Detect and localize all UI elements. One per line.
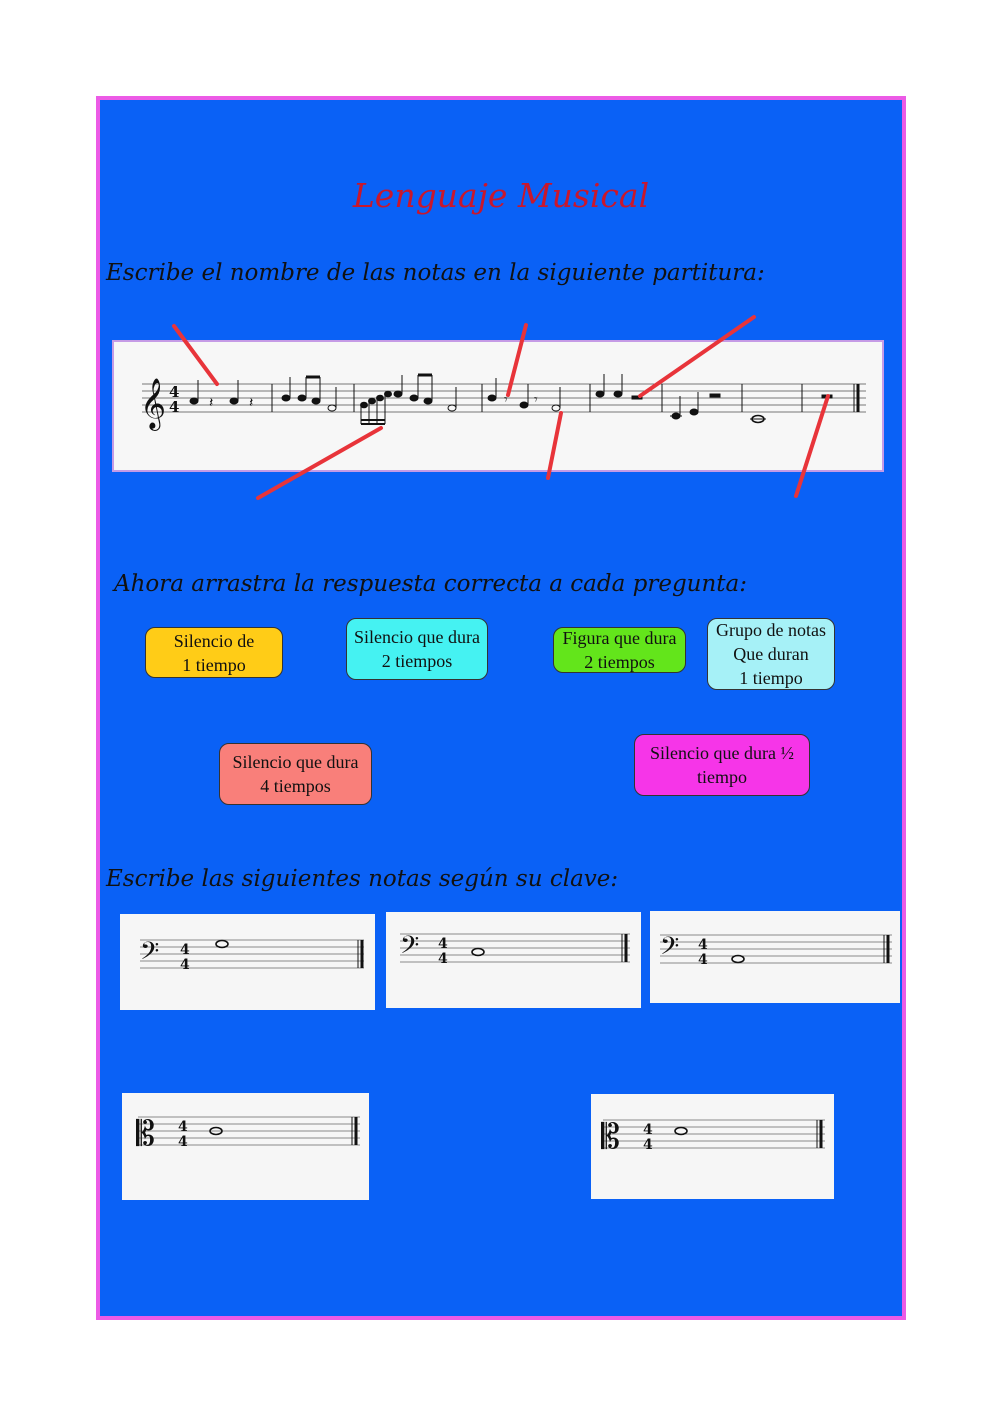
time-bottom: 4 xyxy=(178,1134,188,1150)
clef-exercise-1[interactable] xyxy=(120,914,375,1010)
answer-card-1-label: Silencio de 1 tiempo xyxy=(173,630,255,675)
clef-exercise-3[interactable] xyxy=(650,911,900,1003)
answer-card-1[interactable] xyxy=(145,627,283,678)
bass-clef-icon: 𝄢 xyxy=(140,937,160,972)
alto-clef-icon: 𝄡 xyxy=(136,1114,155,1154)
bass-staff-1 xyxy=(120,914,375,1010)
bass-clef-icon: 𝄢 xyxy=(400,931,420,966)
answer-card-2-label: Silencio que dura 2 tiempos xyxy=(354,627,480,671)
instruction-clefs: Escribe las siguientes notas según su clave: xyxy=(106,866,619,892)
svg-text:𝄾: 𝄾 xyxy=(534,392,538,408)
answer-card-4-label: Grupo de notas Que duran 1 tiempo xyxy=(716,620,826,688)
time-top: 4 xyxy=(178,1119,188,1135)
time-top: 4 xyxy=(698,937,708,953)
answer-card-4[interactable] xyxy=(707,618,835,690)
pointer-lines xyxy=(100,100,902,520)
answer-card-6-label: Silencio que dura ½ tiempo xyxy=(650,743,794,787)
time-bottom: 4 xyxy=(438,951,448,967)
answer-card-3-label: Figura que dura 2 tiempos xyxy=(562,628,677,672)
instruction-notes: Escribe el nombre de las notas en la siguiente partitura: xyxy=(106,260,765,286)
bass-staff-3 xyxy=(650,911,900,1003)
time-sig-bottom: 4 xyxy=(169,398,180,416)
whole-note xyxy=(675,1128,687,1135)
page-title: Lenguaje Musical xyxy=(352,176,650,215)
instruction-drag: Ahora arrastra la respuesta correcta a cada pregunta: xyxy=(114,571,747,597)
clef-exercise-4[interactable] xyxy=(122,1093,369,1200)
time-top: 4 xyxy=(643,1122,653,1138)
answer-card-3[interactable] xyxy=(553,627,686,673)
alto-staff-1 xyxy=(122,1093,369,1200)
svg-text:𝄾: 𝄾 xyxy=(504,392,508,408)
worksheet xyxy=(96,96,906,1320)
alto-staff-2 xyxy=(591,1094,834,1199)
time-top: 4 xyxy=(438,936,448,952)
time-top: 4 xyxy=(180,942,190,958)
answer-card-5[interactable] xyxy=(219,743,372,805)
time-sig-top: 4 xyxy=(169,383,180,401)
bass-clef-icon: 𝄢 xyxy=(660,932,680,967)
time-bottom: 4 xyxy=(698,952,708,968)
svg-text:𝄽: 𝄽 xyxy=(209,395,214,411)
clef-exercise-5[interactable] xyxy=(591,1094,834,1199)
answer-card-6[interactable] xyxy=(634,734,810,796)
time-bottom: 4 xyxy=(643,1137,653,1153)
answer-card-5-label: Silencio que dura 4 tiempos xyxy=(232,752,359,796)
whole-note xyxy=(732,956,744,963)
treble-clef-icon: 𝄞 xyxy=(140,378,167,429)
bass-staff-2 xyxy=(386,912,641,1008)
alto-clef-icon: 𝄡 xyxy=(601,1117,620,1157)
whole-note xyxy=(472,949,484,956)
svg-text:𝄽: 𝄽 xyxy=(249,395,254,411)
clef-exercise-2[interactable] xyxy=(386,912,641,1008)
answer-card-2[interactable] xyxy=(346,618,488,680)
time-bottom: 4 xyxy=(180,957,190,973)
whole-note xyxy=(216,941,228,948)
